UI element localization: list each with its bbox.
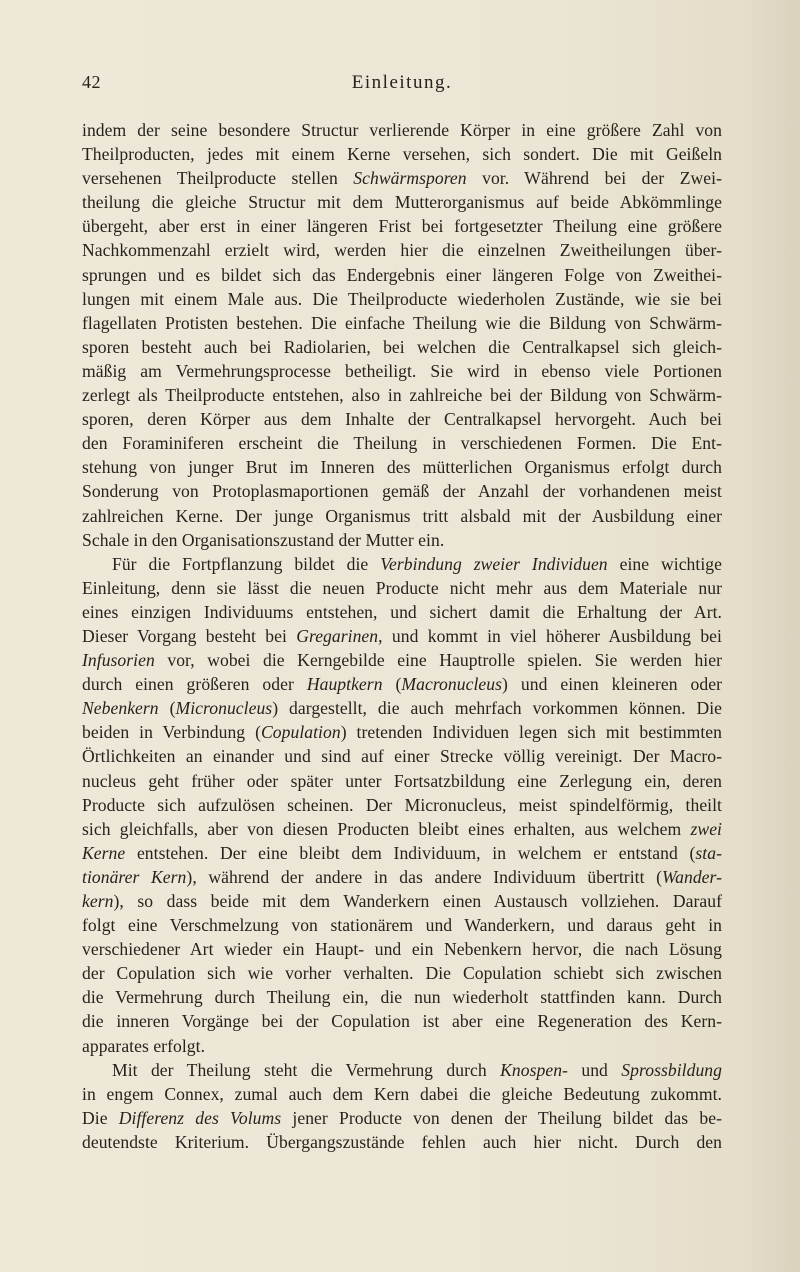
italic-term: Schwärmsporen [353,168,467,189]
text-run: durch einen größeren oder [82,674,307,695]
text-run: beiden in Verbindung ( [82,722,261,743]
text-line [82,672,722,696]
text-line [82,504,722,528]
text-run: nucleus geht früher oder später unter Fortsatzbildung eine Zerlegung ein, deren [82,770,722,791]
text-run: theilung die gleiche Structur mit dem Mutterorganismus auf beide Abkömmlinge [82,192,722,213]
text-run: deutendste Kriterium. Übergangszustände fehlen auch hier nicht. Durch den [82,1131,722,1152]
text-run: Producte sich aufzulösen scheinen. Der Micronucleus, meist spindelförmig, theilt [82,794,722,815]
text-run: eines einzigen Individuums entstehen, und sichert damit die Erhaltung der Art. [82,601,722,622]
text-line [82,793,722,817]
text-run: sich gleichfalls, aber von diesen Producten bleibt eines erhalten, aus welchem [82,818,691,839]
text-line [82,720,722,744]
text-run: und [567,1059,622,1080]
text-run: Nachkommenzahl erzielt wird, werden hier die einzelnen Zweitheilungen über- [82,240,722,261]
text-run: ) tretenden Individuen legen sich mit bestimmten [340,722,722,743]
text-line [82,600,722,624]
text-run: Einleitung, denn sie lässt die neuen Producte nicht mehr aus dem Materiale nur [82,577,722,598]
text-run: sporen besteht auch bei Radiolarien, bei welchen die Centralkapsel sich gleich- [82,336,722,357]
text-run: ) dargestellt, die auch mehrfach vorkommen können. Die [272,698,722,719]
text-line [82,961,722,985]
text-run: apparates erfolgt. [82,1035,206,1056]
text-line [82,1034,722,1058]
text-run: vor. Während bei der Zwei- [466,168,722,189]
text-line [82,841,722,865]
italic-term: zwei [690,818,722,839]
text-line [82,118,722,142]
italic-term: sta- [695,842,722,863]
text-line [82,1106,722,1130]
text-line [82,166,722,190]
text-run: verschiedener Art wieder ein Haupt- und ein Nebenkern hervor, die nach Lösung [82,939,722,960]
italic-term: tionärer Kern [82,866,187,887]
text-run: folgt eine Verschmelzung von stationärem und Wanderkern, und daraus geht in [82,915,722,936]
text-line [82,383,722,407]
text-run: indem der seine besondere Structur verlierende Körper in eine größere Zahl von [82,120,722,140]
text-line [82,287,722,311]
text-run: Örtlichkeiten an einander und sind auf einer Strecke völlig vereinigt. Der Macro- [82,746,722,767]
text-run: übergeht, aber erst in einer längeren Frist bei fortgesetzter Theilung eine größere [82,216,722,237]
text-line [82,528,722,552]
text-run: in engem Connex, zumal auch dem Kern dabei die gleiche Bedeutung zukommt. [82,1083,722,1104]
text-run: ), während der andere in das andere Individuum übertritt ( [186,866,663,887]
text-line [82,624,722,648]
page-number: 42 [82,72,101,92]
italic-term: Differenz des Volums [118,1107,282,1128]
text-line [82,1009,722,1033]
text-line [82,142,722,166]
italic-term: Verbindung zweier Individuen [380,553,608,574]
text-run: sprungen und es bildet sich das Endergebnis einer längeren Folge von Zweithei- [82,264,722,285]
text-line [82,937,722,961]
running-title: Einleitung. [351,72,453,93]
text-run: vor, wobei die Kerngebilde eine Hauptrolle spielen. Sie werden hier [154,650,722,671]
text-run: zahlreichen Kerne. Der junge Organismus tritt alsbald mit der Ausbildung einer [82,505,722,526]
text-line [82,889,722,913]
text-run: zerlegt als Theilproducte entstehen, also in zahlreiche bei der Bildung von Schwärm- [82,385,722,406]
text-line [82,359,722,383]
text-line [82,407,722,431]
text-line [82,552,722,576]
text-run: Sonderung von Protoplasmaportionen gemäß der Anzahl der vorhandenen meist [82,481,722,502]
italic-term: Copulation [261,722,341,743]
text-run: Für die Fortpflanzung bildet die [112,553,381,574]
text-run: ( [382,674,402,695]
text-run: lungen mit einem Male aus. Die Theilproducte wiederholen Zustände, wie sie bei [82,288,722,309]
text-run: mäßig am Vermehrungsprocesse betheiligt. Sie wird in ebenso viele Portionen [82,360,722,381]
italic-term: Nebenkern [82,698,159,719]
text-run: die Vermehrung durch Theilung ein, die nun wiederholt stattfinden kann. Durch [82,987,722,1008]
text-run: die inneren Vorgänge bei der Copulation ist aber eine Regeneration des Kern- [82,1011,722,1032]
text-run: entstehen. Der eine bleibt dem Individuum, in welchem er entstand ( [125,842,696,863]
italic-term: Hauptkern [306,674,383,695]
text-run: ( [158,698,176,719]
text-run: sporen, deren Körper aus dem Inhalte der Centralkapsel hervorgeht. Auch bei [82,409,722,430]
text-run: ), so dass beide mit dem Wanderkern einen Austausch vollziehen. Darauf [113,891,722,911]
text-run: versehenen Theilproducte stellen [82,168,354,189]
text-line [82,238,722,262]
italic-term: kern [82,891,114,911]
text-run: , und kommt in viel höherer Ausbildung bei [378,625,722,646]
text-line [82,1082,722,1106]
text-line [82,576,722,600]
text-line [82,985,722,1009]
text-line [82,479,722,503]
text-line [82,696,722,720]
text-line [82,648,722,672]
text-run: stehung von junger Brut im Inneren des mütterlichen Organismus erfolgt durch [82,457,722,478]
text-line [82,744,722,768]
text-line [82,311,722,335]
italic-term: Infusorien [82,650,155,671]
text-run: den Foraminiferen erscheint die Theilung in verschiedenen Formen. Die Ent- [82,433,722,454]
italic-term: Gregarinen [296,625,379,646]
italic-term: Kerne [82,842,126,863]
text-line [82,865,722,889]
text-run: Schale in den Organisationszustand der Mutter ein. [82,529,445,550]
italic-term: Micronucleus [175,698,273,719]
text-run: Die [82,1107,119,1128]
text-run: Dieser Vorgang besteht bei [82,625,297,646]
text-line [82,190,722,214]
text-line [82,431,722,455]
body-text [82,118,722,1154]
text-run: eine wichtige [607,553,722,574]
text-line [82,214,722,238]
text-line [82,335,722,359]
text-run: flagellaten Protisten bestehen. Die einfache Theilung wie die Bildung von Schwärm- [82,312,722,333]
text-run: Theilproducten, jedes mit einem Kerne versehen, sich sondert. Die mit Geißeln [82,144,722,165]
text-run: ) und einen kleineren oder [502,674,722,695]
running-head [82,72,722,100]
italic-term: Sprossbildung [621,1059,722,1080]
text-line [82,817,722,841]
text-line [82,1058,722,1082]
text-line [82,455,722,479]
italic-term: Knospen- [500,1059,568,1080]
italic-term: Macronucleus [401,674,503,695]
text-line [82,769,722,793]
text-run: der Copulation sich wie vorher verhalten. Die Copulation schiebt sich zwischen [82,963,722,984]
italic-term: Wander- [662,866,722,887]
text-line [82,913,722,937]
text-run: jener Producte von denen der Theilung bildet das be- [281,1107,722,1128]
text-line [82,1130,722,1154]
text-line [82,263,722,287]
text-run: Mit der Theilung steht die Vermehrung durch [112,1059,501,1080]
